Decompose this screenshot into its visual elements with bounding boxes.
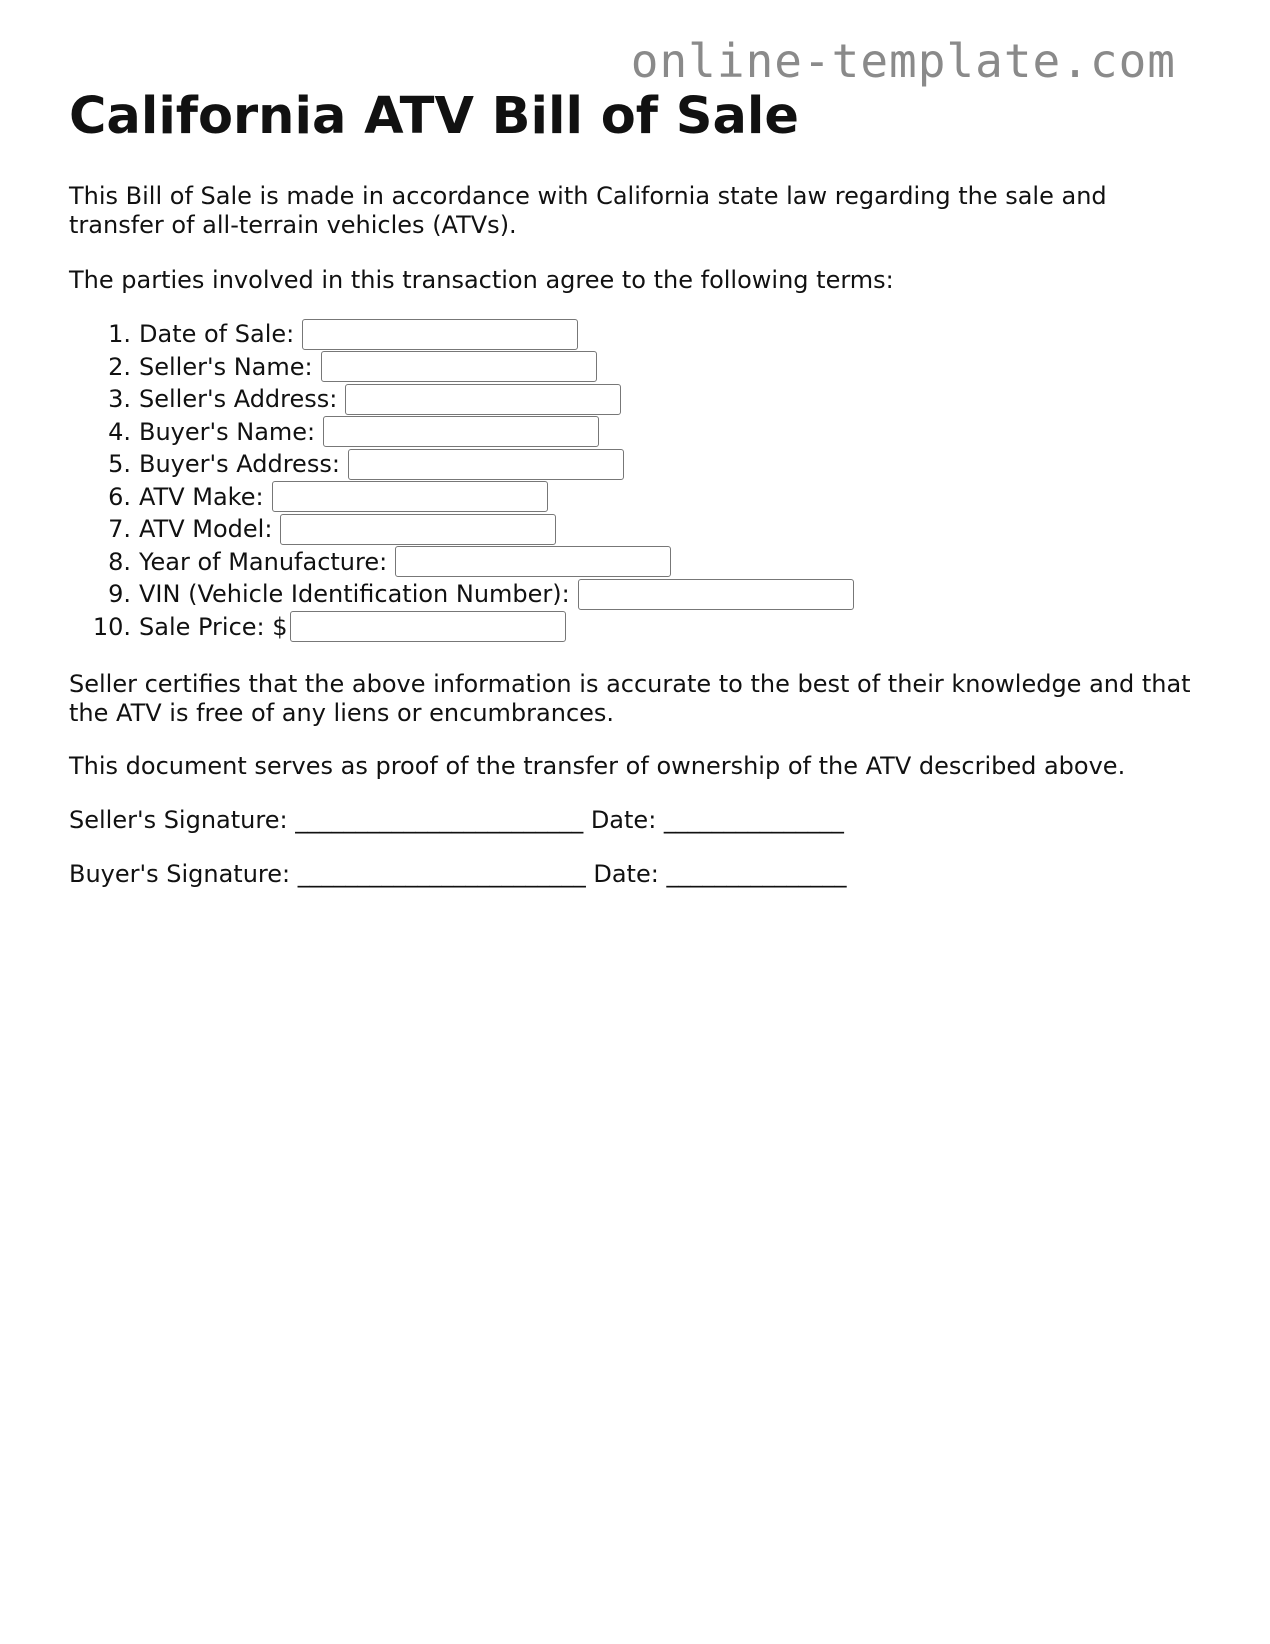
atv-model-field[interactable] [280,514,556,545]
term-seller-address [69,383,854,416]
term-seller-name [69,351,854,384]
proof-paragraph: This document serves as proof of the transfer of ownership of the ATV described above. [69,752,1126,780]
term-number: 3. [108,385,131,414]
page-title: California ATV Bill of Sale [69,87,799,146]
buyer-signature-line[interactable]: Buyer's Signature: ________________________ Date: _______________ [69,860,847,888]
term-date-of-sale [69,318,854,351]
term-number: 2. [108,352,131,381]
sale-price-field[interactable] [290,611,566,642]
term-atv-make [69,481,854,514]
parties-paragraph: The parties involved in this transaction agree to the following terms: [69,266,894,294]
term-buyer-address [69,448,854,481]
term-label: Seller's Address: [139,385,338,414]
year-of-manufacture-field[interactable] [395,546,671,577]
term-vin [69,578,854,611]
term-number: 8. [108,547,131,576]
vin-field[interactable] [578,579,854,610]
buyer-address-field[interactable] [348,449,624,480]
intro-paragraph: This Bill of Sale is made in accordance with California state law regarding the sale and transfer of all-terrain vehicles (ATVs). [69,182,1107,239]
term-number: 10. [92,612,131,641]
seller-signature-line[interactable]: Seller's Signature: ________________________ Date: _______________ [69,806,844,834]
term-number: 1. [108,320,131,349]
term-label: Seller's Name: [139,352,313,381]
term-label: Date of Sale: [139,320,295,349]
term-label: Year of Manufacture: [139,547,388,576]
term-atv-model [69,513,854,546]
term-label: Buyer's Name: [139,417,316,446]
term-number: 7. [108,515,131,544]
watermark: online-template.com [630,34,1176,88]
date-of-sale-field[interactable] [302,319,578,350]
buyer-name-field[interactable] [323,416,599,447]
term-number: 5. [108,450,131,479]
seller-name-field[interactable] [321,351,597,382]
atv-make-field[interactable] [272,481,548,512]
term-label: VIN (Vehicle Identification Number): [139,580,570,609]
term-number: 6. [108,482,131,511]
term-label: ATV Make: [139,482,264,511]
term-label: Buyer's Address: [139,450,340,479]
term-buyer-name [69,416,854,449]
term-number: 9. [108,580,131,609]
term-label: ATV Model: [139,515,273,544]
seller-address-field[interactable] [345,384,621,415]
term-year-of-manufacture [69,546,854,579]
term-sale-price [69,611,854,644]
certification-paragraph: Seller certifies that the above information is accurate to the best of their knowledge and that the ATV is free of any liens or encumbrances. [69,670,1191,727]
term-number: 4. [108,417,131,446]
term-label: Sale Price: $ [139,612,288,641]
terms-list [69,318,854,643]
